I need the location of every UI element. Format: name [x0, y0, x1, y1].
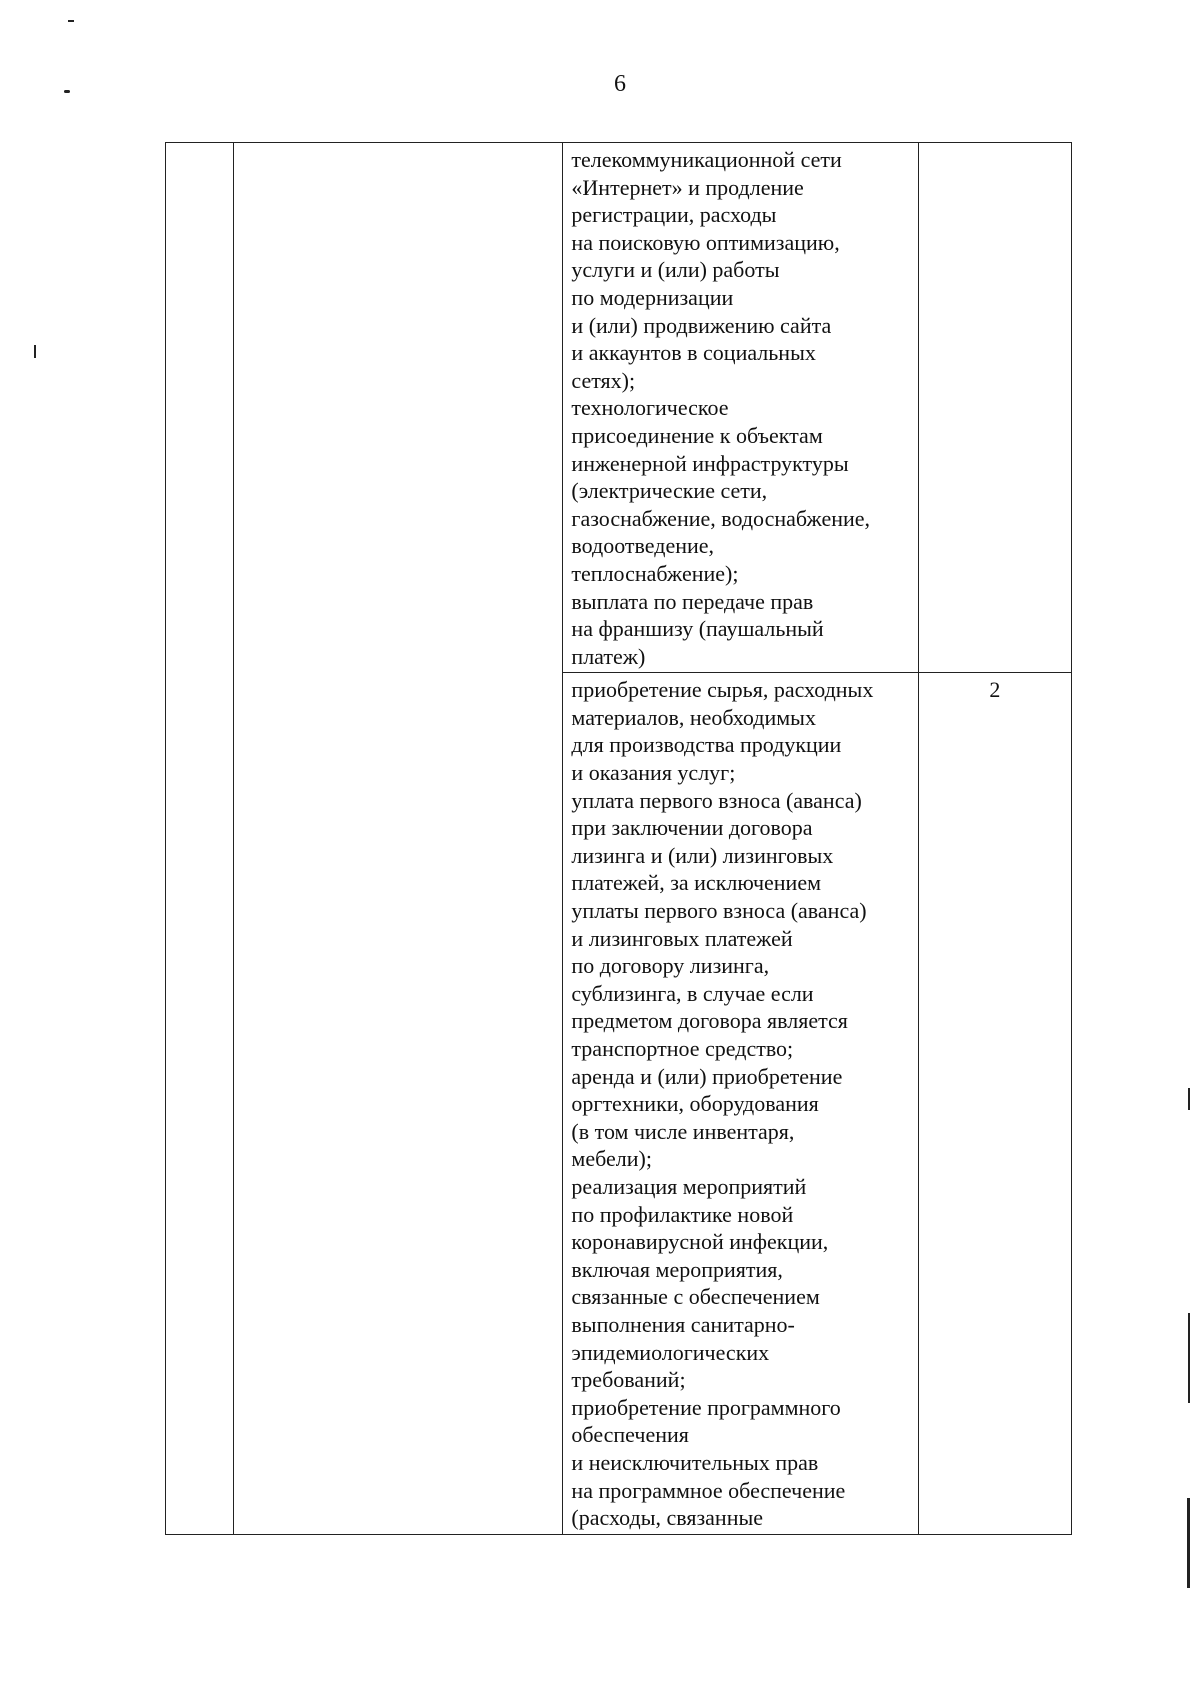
scan-dash-mark [68, 20, 74, 22]
expense-table [165, 142, 1072, 1535]
table-cell-number [166, 143, 234, 1535]
scan-vertical-mark [1188, 1313, 1190, 1403]
cell-text [166, 143, 233, 148]
table-cell-code [918, 143, 1071, 673]
scan-vertical-mark [1188, 1088, 1190, 1110]
table-cell-expense-list [563, 673, 918, 1534]
page-number: 6 [614, 71, 626, 97]
scan-hook-mark [64, 90, 70, 93]
table-row [166, 143, 1072, 673]
cell-value: 2 [989, 677, 1001, 703]
scan-vertical-mark [34, 345, 36, 358]
table-cell-code [918, 673, 1071, 1534]
cell-value [919, 143, 1071, 146]
cell-text [234, 143, 562, 148]
scan-vertical-mark [1187, 1498, 1190, 1588]
expense-list-text: телекоммуникационной сети «Интернет» и продление регистрации, расходы на поисковую оптимизацию, услуги и (или) работы по модернизации и (или) продвижению сайта и аккаунтов в социальных сетях); технологическое присоединение к объектам инженерной инфраструктуры (электрические сети, газоснабжение, водоснабжение, водоотведение, теплоснабжение); выплата по передаче прав на франшизу (паушальный платеж) [571, 147, 871, 669]
table-cell-expense-list [563, 143, 918, 673]
expense-list-text: приобретение сырья, расходных материалов, необходимых для производства продукции и оказания услуг; уплата первого взноса (аванса) при заключении договора лизинга и (или) лизинговых платежей, за исключением уплаты первого взноса (аванса) и лизинговых платежей по договору лизинга, сублизинга, в случае если предметом договора является транспортное средство; аренда и (или) приобретение оргтехники, оборудования (в том числе инвентаря, мебели); реализация мероприятий по профилактике новой коронавирусной инфекции, включая мероприятия, связанные с обеспечением выполнения санитарно- эпидемиологических требований; приобретение программного обеспечения и неисключительных прав на программное обеспечение (расходы, связанные [571, 677, 874, 1531]
table-cell-category [234, 143, 563, 1535]
